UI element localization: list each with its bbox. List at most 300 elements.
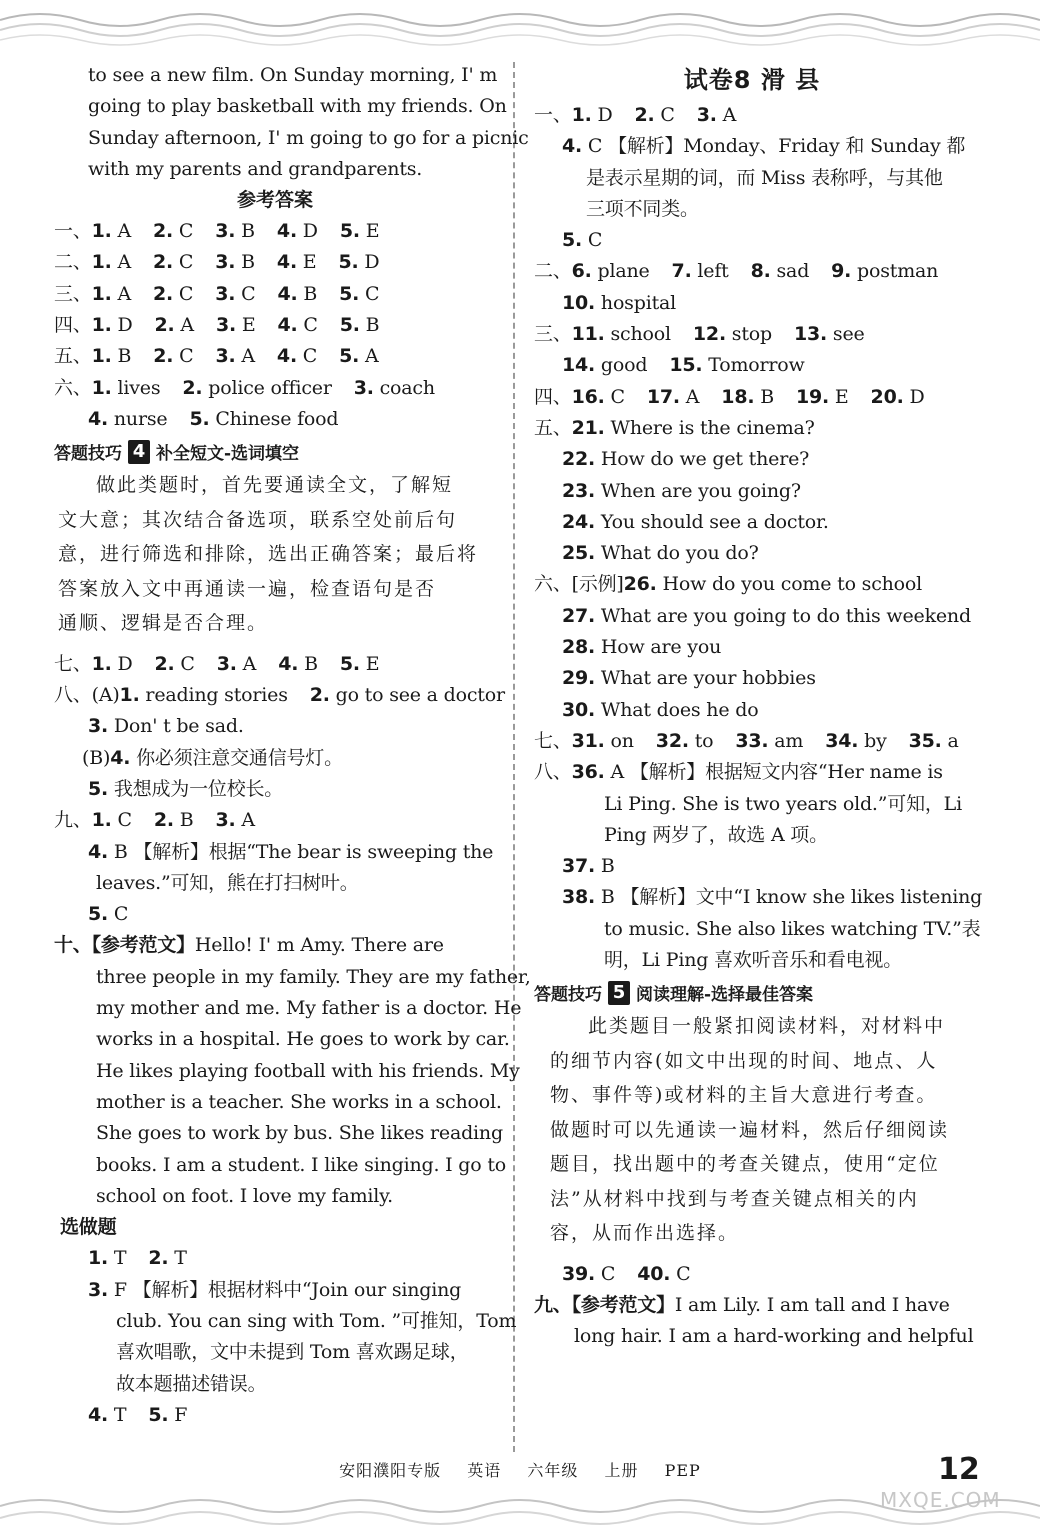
page-number: 12	[938, 1452, 980, 1487]
optional-title: 选做题	[60, 1216, 117, 1239]
answer-text: C	[670, 1262, 691, 1285]
question-number: 1.	[91, 345, 112, 368]
answer-text: How do we get there?	[600, 448, 810, 471]
answer-row	[534, 1259, 970, 1290]
answer-text: reading stories	[139, 684, 288, 707]
answer-line: 明，Li Ping 喜欢听音乐和看电视。	[604, 949, 903, 972]
tip-label: 答题技巧	[534, 985, 602, 1006]
question-number: 5.	[338, 251, 359, 274]
answer-line: club. You can sing with Tom. ”可推知，Tom	[116, 1310, 517, 1332]
tip-title: 阅读理解-选择最佳答案	[636, 985, 814, 1006]
answer-text: C	[296, 345, 318, 368]
answers-title: 参考答案	[236, 189, 313, 212]
answer-line	[54, 899, 496, 930]
answer-line	[534, 225, 970, 256]
question-number: 4.	[110, 746, 131, 769]
answer-row	[54, 310, 496, 341]
question-number: 22.	[562, 448, 596, 471]
section-prefix: 二、	[54, 251, 92, 274]
answer-line	[534, 632, 970, 663]
question-number: 1.	[91, 652, 112, 675]
question-number: 4.	[277, 314, 298, 337]
answer-text: A	[679, 385, 700, 408]
answer-text: hospital	[600, 291, 677, 314]
question-number: 26.	[623, 573, 657, 596]
answer-line	[54, 837, 496, 868]
answer-text: B	[235, 220, 255, 243]
answer-row	[54, 1243, 496, 1274]
answer-text: E	[236, 314, 256, 337]
answer-text: C	[111, 809, 132, 832]
tip-number: 4	[128, 440, 150, 464]
question-number: 1.	[119, 684, 140, 707]
tip-title: 补全短文-选词填空	[156, 444, 300, 465]
answer-text: C	[173, 345, 194, 368]
bottom-wave-border	[0, 1466, 1040, 1536]
question-number: 2.	[153, 809, 174, 832]
answer-text: T	[168, 1247, 187, 1270]
question-number: 20.	[870, 385, 904, 408]
answer-row	[534, 382, 970, 413]
answer-text: a	[941, 729, 959, 752]
answer-text: C	[595, 1262, 616, 1285]
answer-text: E	[829, 385, 849, 408]
answer-text: A	[716, 104, 737, 126]
answer-text: see	[827, 323, 865, 346]
answer-line	[534, 476, 970, 507]
section-prefix: 四、	[54, 314, 92, 337]
answer-line	[534, 851, 970, 882]
question-number: 5.	[339, 220, 360, 243]
answer-text: What are you going to do this weekend	[600, 604, 971, 627]
answer-text: C 【解析】Monday、Friday 和 Sunday 都	[587, 135, 966, 158]
answer-text: A	[111, 251, 132, 274]
section-prefix: 七、	[54, 652, 92, 675]
answer-text: D	[903, 385, 925, 408]
essay-line	[54, 930, 496, 961]
answer-line	[534, 131, 970, 162]
essay-line: long hair. I am a hard-working and helpful	[574, 1325, 974, 1348]
answer-text: C	[297, 314, 318, 337]
answer-text: school	[604, 323, 671, 346]
question-number: 40.	[637, 1262, 671, 1285]
question-number: 7.	[671, 260, 692, 283]
question-number: 3.	[215, 220, 236, 243]
question-number: 31.	[571, 729, 605, 752]
question-number: 3.	[696, 104, 717, 126]
answer-text: B 【解析】根据“The bear is sweeping the	[113, 840, 494, 863]
paper-title: 试卷8 滑 县	[683, 66, 821, 94]
answer-text: C	[235, 282, 256, 305]
answer-text: B	[111, 345, 132, 368]
essay-line: She goes to work by bus. She likes reading	[96, 1122, 503, 1145]
answer-line	[534, 882, 983, 913]
answer-row	[54, 279, 496, 310]
answer-line	[534, 757, 970, 788]
answer-text: D	[296, 220, 318, 243]
answer-row	[534, 256, 970, 287]
question-number: 38.	[562, 886, 596, 909]
answer-text: A	[359, 345, 379, 368]
question-number: 2.	[153, 345, 174, 368]
answer-line	[534, 413, 970, 444]
question-number: 2.	[154, 314, 175, 337]
question-number: 4.	[276, 251, 297, 274]
question-number: 23.	[562, 479, 596, 502]
answer-text: B	[235, 251, 255, 274]
question-number: 33.	[735, 729, 769, 752]
question-number: 1.	[571, 104, 592, 126]
section-prefix: 七、	[534, 729, 572, 752]
question-number: 18.	[721, 385, 755, 408]
answer-text: How do you come to school	[662, 573, 923, 596]
question-number: 11.	[571, 323, 605, 346]
section-prefix: 一、	[534, 104, 572, 126]
answer-text: When are you going?	[600, 479, 801, 502]
answer-row	[54, 649, 496, 680]
answer-text: B	[600, 855, 615, 878]
text-line: with my parents and grandparents.	[88, 157, 423, 180]
footer-version: PEP	[664, 1461, 701, 1480]
question-number: 1.	[91, 220, 112, 243]
answer-text: A 【解析】根据短文内容“Her name is	[610, 761, 943, 784]
question-number: 3.	[215, 809, 236, 832]
answer-text: D	[591, 104, 613, 126]
answer-text: B	[173, 809, 194, 832]
answer-text: 你必须注意交通信号灯。	[136, 746, 343, 769]
answer-text: E	[359, 220, 380, 243]
answer-row	[54, 404, 496, 435]
section-prefix: 三、	[54, 282, 92, 305]
question-number: 5.	[339, 652, 360, 675]
answer-line	[534, 569, 970, 600]
answer-line: Li Ping. She is two years old.”可知，Li	[604, 792, 962, 815]
answer-text: postman	[851, 260, 939, 283]
tip-line: 题目，找出题中的考查关键点，使用“定位	[550, 1153, 940, 1176]
question-number: 2.	[153, 220, 174, 243]
section-prefix: 一、	[54, 220, 92, 243]
essay-line: school on foot. I love my family.	[96, 1184, 394, 1207]
tip-line: 的细节内容(如文中出现的时间、地点、人	[550, 1049, 938, 1072]
question-number: 10.	[562, 291, 596, 314]
answer-text: What do you do?	[600, 542, 759, 565]
tip-header-5	[534, 976, 970, 1009]
question-number: 4.	[562, 135, 583, 158]
answer-text: C	[173, 282, 194, 305]
question-number: 2.	[153, 251, 174, 274]
text-line: going to play basketball with my friends. On	[88, 95, 507, 118]
question-number: 5.	[339, 314, 360, 337]
answer-row	[54, 373, 496, 404]
tip-header-4	[54, 435, 496, 468]
answer-text: B	[298, 652, 318, 675]
tip-line: 做此类题时，首先要通读全文，了解短	[96, 474, 454, 497]
text-line: Sunday afternoon, I' m going to go for a picnic	[88, 126, 529, 149]
tip-line: 法”从材料中找到与考查关键点相关的内	[550, 1187, 919, 1210]
section-prefix: 五、	[54, 345, 92, 368]
part-prefix: (B)	[82, 746, 111, 769]
question-number: 37.	[562, 855, 596, 878]
tip-line: 意，进行筛选和排除，选出正确答案；最后将	[58, 543, 479, 566]
answer-text: A	[235, 345, 255, 368]
question-number: 5.	[562, 229, 583, 252]
tip-number: 5	[608, 981, 630, 1005]
question-number: 4.	[277, 282, 298, 305]
question-number: 35.	[908, 729, 942, 752]
intro-text	[54, 60, 529, 185]
answer-text: A	[174, 314, 194, 337]
question-number: 1.	[91, 314, 112, 337]
answer-text: You should see a doctor.	[600, 510, 829, 533]
answer-text: police officer	[202, 376, 332, 399]
answer-text: T	[108, 1403, 127, 1426]
section-prefix: 八、(A)	[54, 684, 120, 707]
left-column	[54, 60, 531, 1431]
question-number: 1.	[91, 251, 112, 274]
question-number: 3.	[215, 282, 236, 305]
question-number: 5.	[88, 777, 109, 800]
answer-text: How are you	[600, 636, 722, 659]
question-number: 2.	[309, 684, 330, 707]
answer-line	[534, 288, 970, 319]
essay-text: Hello! I' m Amy. There are	[194, 934, 444, 957]
answer-line	[534, 601, 970, 632]
question-number: 9.	[831, 260, 852, 283]
answer-text: coach	[373, 376, 435, 399]
tip-line: 通顺、逻辑是否合理。	[58, 612, 269, 635]
answer-text: A	[111, 282, 132, 305]
essay-line	[534, 1290, 970, 1321]
watermark: MXQE.COM	[880, 1488, 1001, 1512]
answer-row	[534, 319, 970, 350]
answer-text: by	[858, 729, 887, 752]
answer-line	[54, 743, 496, 774]
right-column	[534, 60, 983, 1353]
question-number: 1.	[91, 376, 112, 399]
answer-text: D	[111, 314, 133, 337]
answer-text: F 【解析】根据材料中“Join our singing	[113, 1278, 462, 1301]
question-number: 29.	[562, 667, 596, 690]
answer-text: Where is the cinema?	[610, 416, 815, 439]
answer-line	[534, 507, 970, 538]
question-number: 2.	[153, 282, 174, 305]
question-number: 4.	[88, 407, 109, 430]
answer-row	[534, 100, 970, 131]
answer-text: F	[168, 1403, 188, 1426]
footer-subject: 英语	[467, 1461, 502, 1480]
essay-prefix: 九、【参考范文】	[534, 1294, 675, 1317]
answer-line	[534, 663, 970, 694]
answer-text: 我想成为一位校长。	[113, 777, 284, 800]
answer-text: plane	[591, 260, 650, 283]
answer-text: lives	[111, 376, 161, 399]
text-line: to see a new film. On Sunday morning, I' m	[88, 64, 498, 86]
tip-line: 文大意；其次结合备选项，联系空处前后句	[58, 508, 458, 531]
answer-row	[54, 341, 496, 372]
answer-line: Ping 两岁了，故选 A 项。	[604, 823, 828, 846]
question-number: 12.	[692, 323, 726, 346]
question-number: 17.	[646, 385, 680, 408]
answer-row	[54, 247, 496, 278]
answer-text: C	[174, 652, 195, 675]
answer-line: 喜欢唱歌，文中未提到 Tom 喜欢踢足球，	[116, 1341, 469, 1364]
answer-line	[54, 774, 496, 805]
question-number: 25.	[562, 542, 596, 565]
question-number: 5.	[148, 1403, 169, 1426]
question-number: 32.	[655, 729, 689, 752]
answer-text: D	[111, 652, 133, 675]
footer-volume: 上册	[604, 1461, 639, 1480]
answer-text: What does he do	[600, 698, 759, 721]
essay-line: mother is a teacher. She works in a school.	[96, 1090, 502, 1113]
question-number: 3.	[88, 715, 109, 738]
essay-text: I am Lily. I am tall and I have	[674, 1294, 950, 1317]
question-number: 8.	[750, 260, 771, 283]
essay-line: He likes playing football with his friends. My	[96, 1059, 520, 1082]
answer-text: C	[113, 903, 129, 926]
answer-text: am	[768, 729, 804, 752]
essay-line: my mother and me. My father is a doctor. He	[96, 997, 522, 1020]
answer-row	[534, 350, 970, 381]
question-number: 34.	[825, 729, 859, 752]
tip-text	[54, 468, 496, 641]
answer-text: E	[296, 251, 317, 274]
answer-text: B	[754, 385, 774, 408]
question-number: 16.	[571, 385, 605, 408]
question-number: 3.	[216, 652, 237, 675]
question-number: 28.	[562, 636, 596, 659]
section-prefix: 六、	[54, 376, 92, 399]
section-prefix: 九、	[54, 809, 92, 832]
footer-grade: 六年级	[527, 1461, 579, 1480]
tip-line: 此类题目一般紧扣阅读材料，对材料中	[588, 1015, 946, 1038]
question-number: 4.	[276, 345, 297, 368]
answer-line	[534, 695, 970, 726]
answer-text: E	[359, 652, 380, 675]
answer-text: on	[604, 729, 634, 752]
question-number: 24.	[562, 510, 596, 533]
answer-text: A	[111, 220, 132, 243]
section-prefix: 五、	[534, 416, 572, 439]
question-number: 3.	[215, 345, 236, 368]
question-number: 3.	[353, 376, 374, 399]
answer-text: C	[173, 220, 194, 243]
section-prefix: 二、	[534, 260, 572, 283]
answer-line	[534, 538, 970, 569]
answer-text: stop	[725, 323, 772, 346]
section-prefix: 六、[示例]	[534, 573, 624, 596]
answer-row	[54, 680, 505, 711]
section-prefix: 四、	[534, 385, 572, 408]
answer-text: to	[688, 729, 714, 752]
answer-text: left	[691, 260, 729, 283]
answer-row	[54, 216, 496, 247]
answer-text: B	[359, 314, 380, 337]
answer-line: to music. She also likes watching TV.”表	[604, 917, 981, 940]
answer-text: A	[235, 809, 255, 832]
answer-text: A	[236, 652, 257, 675]
answer-text: Chinese food	[209, 407, 339, 430]
tip-line: 物、事件等)或材料的主旨大意进行考查。	[550, 1084, 938, 1107]
answer-text: C	[173, 251, 194, 274]
column-divider	[513, 62, 515, 1452]
tip-line: 做题时可以先通读一遍材料，然后仔细阅读	[550, 1118, 950, 1141]
tip-line: 容，从而作出选择。	[550, 1222, 740, 1245]
question-number: 2.	[182, 376, 203, 399]
answer-line	[534, 444, 970, 475]
question-number: 4.	[88, 840, 109, 863]
answer-line: 是表示星期的词，而 Miss 表称呼，与其他	[586, 166, 943, 189]
question-number: 3.	[88, 1278, 109, 1301]
answer-text: C	[654, 104, 675, 126]
question-number: 27.	[562, 604, 596, 627]
section-prefix: 三、	[534, 323, 572, 346]
answer-line: 三项不同类。	[586, 197, 699, 220]
essay-prefix: 十、【参考范文】	[54, 934, 195, 957]
question-number: 2.	[154, 652, 175, 675]
section-prefix: 八、	[534, 761, 572, 784]
answer-line: 故本题描述错误。	[116, 1372, 267, 1395]
answer-text: C	[587, 229, 603, 252]
tip-text	[534, 1009, 970, 1251]
answer-text: sad	[770, 260, 810, 283]
essay-line: books. I am a student. I like singing. I go to	[96, 1153, 506, 1176]
question-number: 1.	[88, 1247, 109, 1270]
answer-row	[534, 726, 970, 757]
essay-line: three people in my family. They are my father,	[96, 965, 531, 988]
question-number: 4.	[88, 1403, 109, 1426]
question-number: 15.	[669, 354, 703, 377]
question-number: 5.	[88, 903, 109, 926]
question-number: 21.	[571, 416, 605, 439]
question-number: 3.	[215, 251, 236, 274]
question-number: 19.	[795, 385, 830, 408]
question-number: 36.	[571, 761, 605, 784]
question-number: 1.	[91, 809, 112, 832]
answer-text: C	[604, 385, 625, 408]
question-number: 6.	[571, 260, 592, 283]
footer-edition: 安阳濮阳专版	[339, 1461, 442, 1480]
answer-row	[54, 1400, 496, 1431]
essay-line: works in a hospital. He goes to work by car.	[96, 1028, 510, 1051]
answer-text: Don' t be sad.	[113, 715, 244, 738]
answer-text: good	[595, 354, 648, 377]
answer-text: go to see a doctor	[329, 684, 505, 707]
question-number: 4.	[276, 220, 297, 243]
question-number: 39.	[562, 1262, 596, 1285]
answer-text: What are your hobbies	[600, 667, 816, 690]
answer-text: C	[359, 282, 380, 305]
tip-line: 答案放入文中再通读一遍，检查语句是否	[58, 577, 437, 600]
answer-row	[54, 805, 496, 836]
question-number: 13.	[794, 323, 828, 346]
question-number: 14.	[562, 354, 596, 377]
question-number: 5.	[189, 407, 210, 430]
answer-text: B	[297, 282, 318, 305]
question-number: 5.	[339, 282, 360, 305]
question-number: 5.	[339, 345, 360, 368]
question-number: 4.	[278, 652, 299, 675]
answer-line	[54, 711, 496, 742]
answer-text: nurse	[108, 407, 168, 430]
question-number: 30.	[562, 698, 596, 721]
question-number: 1.	[91, 282, 112, 305]
answer-text: T	[108, 1247, 127, 1270]
answer-line	[54, 1275, 496, 1306]
tip-label: 答题技巧	[54, 444, 122, 465]
question-number: 2.	[634, 104, 655, 126]
question-number: 2.	[148, 1247, 169, 1270]
